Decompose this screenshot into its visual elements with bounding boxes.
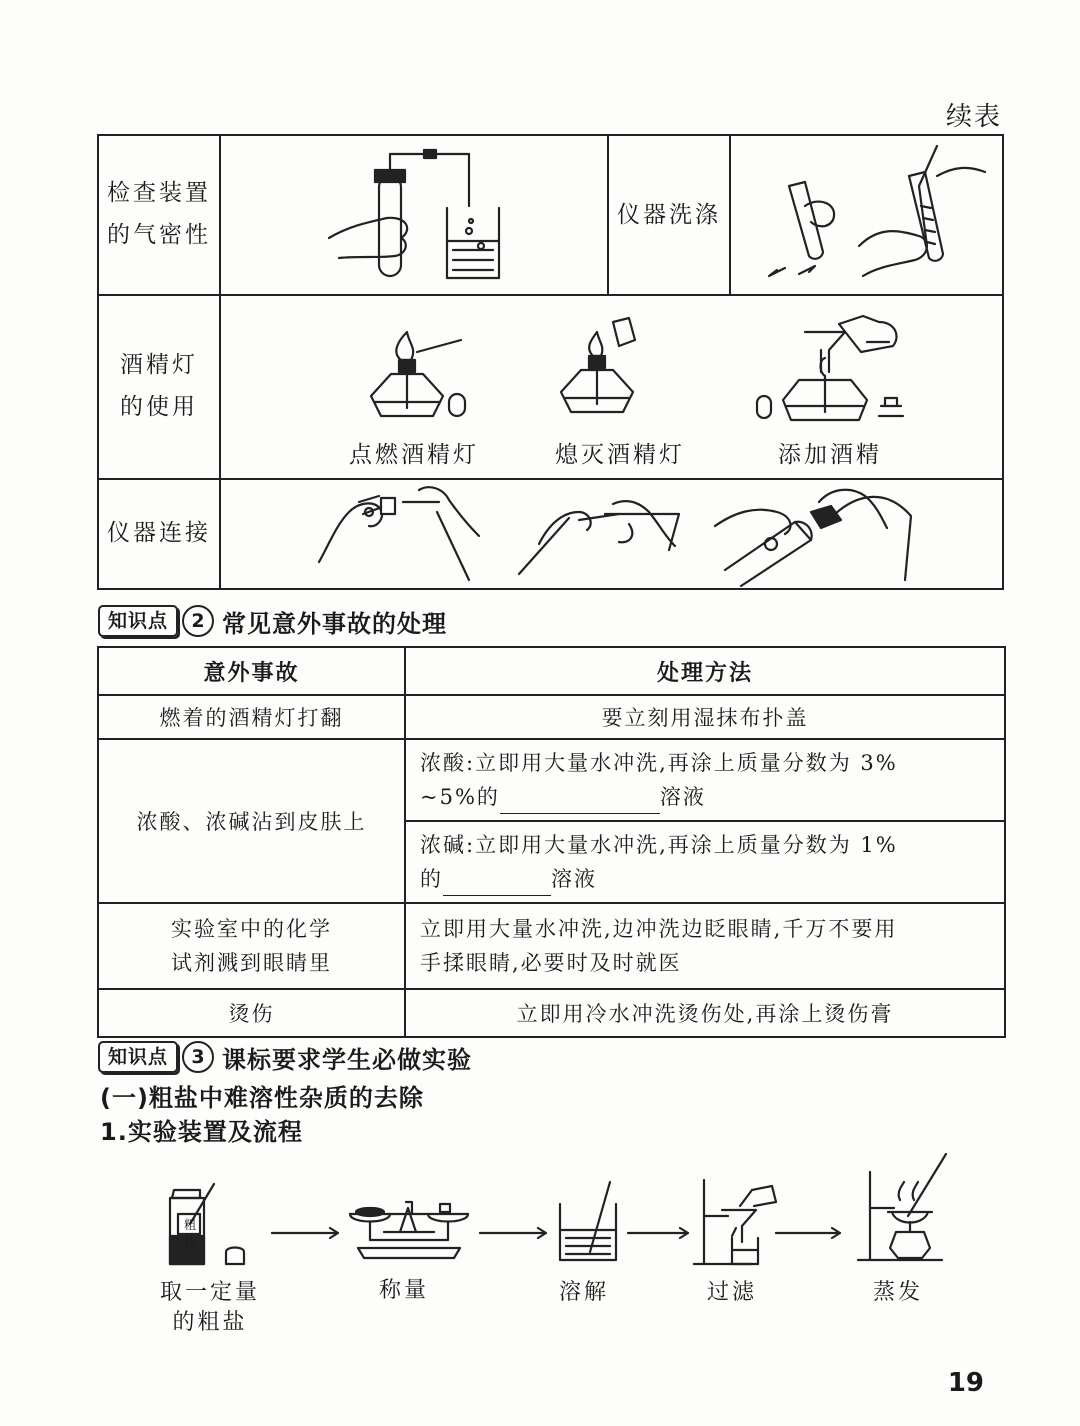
flow-step-evaporate: 蒸发 bbox=[872, 1280, 923, 1305]
instrument-washing-illustration bbox=[759, 146, 999, 286]
filtration-illustration bbox=[692, 1176, 782, 1270]
jar-label: 粗盐 bbox=[183, 1218, 196, 1249]
accident-table bbox=[97, 646, 1006, 1038]
section-title: 常见意外事故的处理 bbox=[222, 609, 448, 638]
knowledge-tag: 知识点 bbox=[98, 605, 178, 637]
knowledge-tag: 知识点 bbox=[98, 1041, 178, 1073]
arrow-icon bbox=[776, 1226, 844, 1240]
method-cell: 立即用冷水冲洗烫伤处,再涂上烫伤膏 bbox=[405, 989, 1005, 1037]
caption-light-lamp: 点燃酒精灯 bbox=[349, 442, 479, 468]
method-cell: 要立刻用湿抹布扑盖 bbox=[405, 695, 1005, 739]
accident-cell: 烫伤 bbox=[98, 989, 405, 1037]
section-title: 课标要求学生必做实验 bbox=[222, 1045, 473, 1074]
arrow-icon bbox=[480, 1226, 550, 1240]
row-label-washing: 仪器洗涤 bbox=[617, 202, 721, 228]
balance-scale-illustration bbox=[344, 1198, 474, 1264]
table-row bbox=[98, 739, 1005, 821]
row-label-alcohol-lamp: 酒精灯 的使用 bbox=[120, 352, 198, 420]
crude-salt-jar-illustration bbox=[160, 1184, 260, 1270]
flow-step-filter: 过滤 bbox=[706, 1280, 757, 1305]
dissolving-beaker-illustration bbox=[554, 1182, 624, 1264]
add-alcohol-illustration bbox=[755, 312, 915, 428]
answer-blank[interactable] bbox=[500, 789, 660, 814]
continued-label: 续表 bbox=[945, 102, 1002, 132]
row-label-airtightness: 检查装置 的气密性 bbox=[107, 180, 211, 248]
caption-add-alcohol: 添加酒精 bbox=[778, 442, 882, 468]
evaporation-illustration bbox=[852, 1152, 952, 1264]
subsection-title: (一)粗盐中难溶性杂质的去除 bbox=[100, 1084, 424, 1112]
flow-step-weigh: 称量 bbox=[378, 1278, 429, 1303]
flow-step-dissolve: 溶解 bbox=[558, 1280, 609, 1305]
connection-illustration-1 bbox=[319, 484, 489, 584]
connection-illustration-2 bbox=[509, 484, 699, 584]
subsection-item-title: 1.实验装置及流程 bbox=[100, 1118, 303, 1146]
airtightness-check-illustration bbox=[329, 146, 519, 286]
header-accident: 意外事故 bbox=[98, 647, 405, 695]
method-cell-base: 浓碱:立即用大量水冲洗,再涂上质量分数为 1% 的 溶液 bbox=[405, 821, 1005, 903]
accident-cell: 实验室中的化学 试剂溅到眼睛里 bbox=[98, 903, 405, 989]
flow-step-take-salt: 取一定量 的粗盐 bbox=[159, 1280, 260, 1335]
section-number: 3 bbox=[182, 1041, 214, 1073]
accident-cell: 浓酸、浓碱沾到皮肤上 bbox=[98, 739, 405, 903]
table-row bbox=[98, 695, 1005, 739]
arrow-icon bbox=[628, 1226, 692, 1240]
header-method: 处理方法 bbox=[405, 647, 1005, 695]
table-row bbox=[98, 903, 1005, 989]
extinguish-lamp-illustration bbox=[551, 318, 671, 428]
table-row bbox=[98, 989, 1005, 1037]
connection-illustration-3 bbox=[715, 476, 915, 586]
table-header-row bbox=[98, 647, 1005, 695]
caption-extinguish-lamp: 熄灭酒精灯 bbox=[555, 442, 685, 468]
section-header-3 bbox=[98, 1040, 472, 1074]
row-label-instrument-connection: 仪器连接 bbox=[107, 520, 211, 546]
section-header-2 bbox=[98, 604, 447, 638]
method-cell: 立即用大量水冲洗,边冲洗边眨眼睛,千万不要用 手揉眼睛,必要时及时就医 bbox=[405, 903, 1005, 989]
operations-table bbox=[97, 134, 1004, 590]
arrow-icon bbox=[272, 1226, 342, 1240]
page-number: 19 bbox=[947, 1368, 984, 1398]
accident-cell: 燃着的酒精灯打翻 bbox=[98, 695, 405, 739]
method-cell-acid: 浓酸:立即用大量水冲洗,再涂上质量分数为 3% ~5%的 溶液 bbox=[405, 739, 1005, 821]
section-number: 2 bbox=[182, 605, 214, 637]
answer-blank[interactable] bbox=[443, 871, 551, 896]
light-lamp-illustration bbox=[361, 332, 501, 432]
